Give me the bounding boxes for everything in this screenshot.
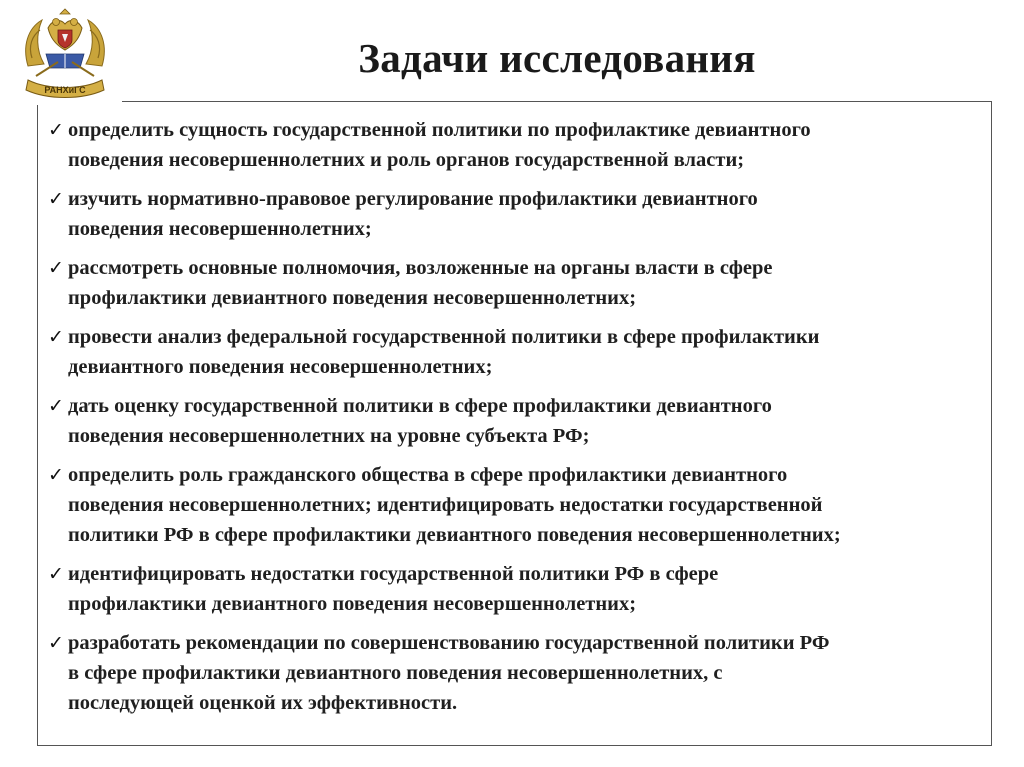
task-text: определить роль гражданского общества в сфере профилактики девиантного поведения несовершеннолетних; идентифицировать недостатки государственной политики РФ в сфере профилактики девиантного поведения несовершеннолетних; [68, 464, 841, 546]
checkmark-icon: ✓ [48, 188, 64, 210]
checkmark-icon: ✓ [48, 464, 64, 486]
list-item [48, 322, 988, 382]
task-text: дать оценку государственной политики в сфере профилактики девиантного поведения несовершеннолетних на уровне субъекта РФ; [68, 395, 772, 447]
checkmark-icon: ✓ [48, 563, 64, 585]
list-item [48, 559, 988, 619]
frame-gap [36, 99, 122, 105]
task-text: идентифицировать недостатки государственной политики РФ в сфере профилактики девиантного поведения несовершеннолетних; [68, 563, 719, 615]
checkmark-icon: ✓ [48, 119, 64, 141]
slide-title: Задачи исследования [358, 35, 756, 81]
list-item [48, 253, 988, 313]
list-item [48, 115, 988, 175]
task-text: разработать рекомендации по совершенствованию государственной политики РФ в сфере профилактики девиантного поведения несовершеннолетних, с последующей оценкой их эффективности. [68, 632, 830, 714]
task-text: провести анализ федеральной государственной политики в сфере профилактики девиантного поведения несовершеннолетних; [68, 326, 820, 378]
checkmark-icon: ✓ [48, 326, 64, 348]
task-text: рассмотреть основные полномочия, возложенные на органы власти в сфере профилактики девиантного поведения несовершеннолетних; [68, 257, 773, 309]
task-text: изучить нормативно-правовое регулирование профилактики девиантного поведения несовершеннолетних; [68, 188, 758, 240]
list-item [48, 628, 988, 718]
logo-ribbon-text: РАНХиГС [44, 85, 86, 95]
task-text: определить сущность государственной политики по профилактике девиантного поведения несовершеннолетних и роль органов государственной власти; [68, 119, 811, 171]
list-item [48, 184, 988, 244]
list-item [48, 460, 988, 550]
checkmark-icon: ✓ [48, 395, 64, 417]
checkmark-icon: ✓ [48, 257, 64, 279]
checkmark-icon: ✓ [48, 632, 64, 654]
task-list [48, 115, 988, 727]
list-item [48, 391, 988, 451]
